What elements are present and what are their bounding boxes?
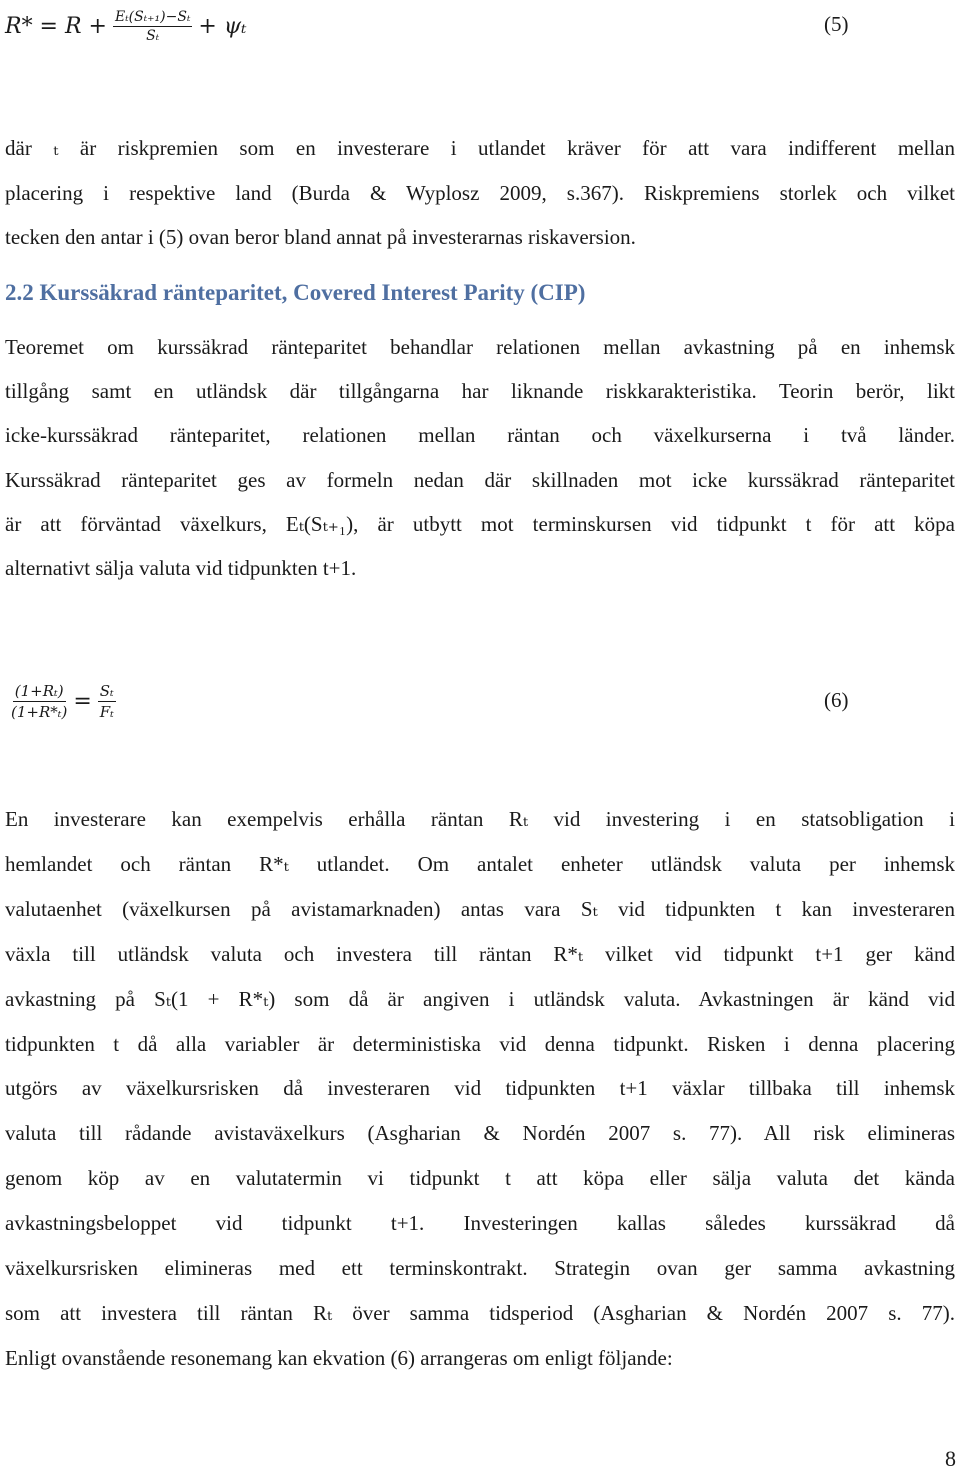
equation-5-fraction xyxy=(113,9,192,44)
equation-6-equals: = xyxy=(73,688,92,714)
equation-6-left-denominator: (1+R*ₜ) xyxy=(11,702,68,721)
paragraph-3-line-6: tidpunkten t då alla variabler är deterministiska vid denna tidpunkt. Risken i denna placering xyxy=(5,1031,955,1056)
paragraph-2 xyxy=(5,325,955,590)
paragraph-2-line-5: är att förväntad växelkurs, Eₜ(Sₜ₊₁), är utbytt mot terminskursen vid tidpunkt t för att köpa xyxy=(5,511,955,536)
equation-5-numerator: Eₜ(Sₜ₊₁)−Sₜ xyxy=(114,8,191,25)
paragraph-2-line-6: alternativt sälja valuta vid tidpunkten t+1. xyxy=(5,556,357,581)
equation-5 xyxy=(5,0,247,52)
paragraph-3 xyxy=(5,797,955,1381)
paragraph-3-line-10: avkastningsbeloppet vid tidpunkt t+1. Investeringen kallas således kurssäkrad då xyxy=(5,1211,955,1236)
paragraph-3-line-3: valutaenhet (växelkursen på avistamarknaden) antas vara Sₜ vid tidpunkten t kan investeraren xyxy=(5,896,955,921)
paragraph-3-line-13: Enligt ovanstående resonemang kan ekvation (6) arrangeras om enligt följande: xyxy=(5,1345,673,1370)
paragraph-3-line-9: genom köp av en valutatermin vi tidpunkt t att köpa eller sälja valuta det kända xyxy=(5,1166,955,1191)
equation-6-left-fraction xyxy=(11,682,67,721)
paragraph-3-line-12: som att investera till räntan Rₜ över samma tidsperiod (Asgharian & Nordén 2007 s. 77). xyxy=(5,1300,955,1325)
equation-6-left-numerator: (1+Rₜ) xyxy=(14,681,64,700)
page-number: 8 xyxy=(945,1446,956,1471)
paragraph-2-line-3: icke-kurssäkrad ränteparitet, relationen mellan räntan och växelkurserna i två länder. xyxy=(5,423,955,448)
paragraph-3-line-4: växla till utländsk valuta och investera till räntan R*ₜ vilket vid tidpunkt t+1 ger känd xyxy=(5,941,955,966)
paragraph-3-line-2: hemlandet och räntan R*ₜ utlandet. Om antalet enheter utländsk valuta per inhemsk xyxy=(5,851,955,876)
equation-6 xyxy=(5,676,122,726)
paragraph-2-line-4: Kurssäkrad ränteparitet ges av formeln nedan där skillnaden mot icke kurssäkrad ränteparitet xyxy=(5,467,955,492)
paragraph-2-line-2: tillgång samt en utländsk där tillgångarna har liknande riskkarakteristika. Teorin berör, likt xyxy=(5,379,955,404)
paragraph-1 xyxy=(5,126,955,260)
section-heading: 2.2 Kurssäkrad ränteparitet, Covered Interest Parity (CIP) xyxy=(5,280,586,305)
equation-6-right-numerator: Sₜ xyxy=(99,681,114,700)
equation-5-lhs: R* = R + xyxy=(5,13,107,39)
paragraph-1-line-2: placering i respektive land (Burda & Wyplosz 2009, s.367). Riskpremiens storlek och vilket xyxy=(5,180,955,205)
equation-6-label: (6) xyxy=(824,688,849,712)
equation-5-tail: + ψₜ xyxy=(198,13,247,39)
paragraph-3-line-7: utgörs av växelkursrisken då investeraren vid tidpunkten t+1 växlar tillbaka till inhemsk xyxy=(5,1076,955,1101)
paragraph-3-line-11: växelkursrisken elimineras med ett terminskontrakt. Strategin ovan ger samma avkastning xyxy=(5,1256,955,1281)
paragraph-1-line-1: där ₜ är riskpremien som en investerare i utlandet kräver för att vara indifferent mellan xyxy=(5,136,955,160)
equation-5-label: (5) xyxy=(824,12,849,36)
equation-6-right-denominator: Fₜ xyxy=(99,702,114,721)
paragraph-1-line-3: tecken den antar i (5) ovan beror bland annat på investerarnas riskaversion. xyxy=(5,225,636,249)
paragraph-3-line-5: avkastning på Sₜ(1 + R*ₜ) som då är angiven i utländsk valuta. Avkastningen är känd vid xyxy=(5,986,955,1011)
equation-6-right-fraction xyxy=(98,682,116,721)
equation-5-denominator: Sₜ xyxy=(146,27,160,44)
paragraph-3-line-8: valuta till rådande avistaväxelkurs (Asgharian & Nordén 2007 s. 77). All risk elimineras xyxy=(5,1121,955,1146)
paragraph-2-line-1: Teoremet om kurssäkrad ränteparitet behandlar relationen mellan avkastning på en inhemsk xyxy=(5,335,955,359)
paragraph-3-line-1: En investerare kan exempelvis erhålla räntan Rₜ vid investering i en statsobligation i xyxy=(5,807,955,831)
